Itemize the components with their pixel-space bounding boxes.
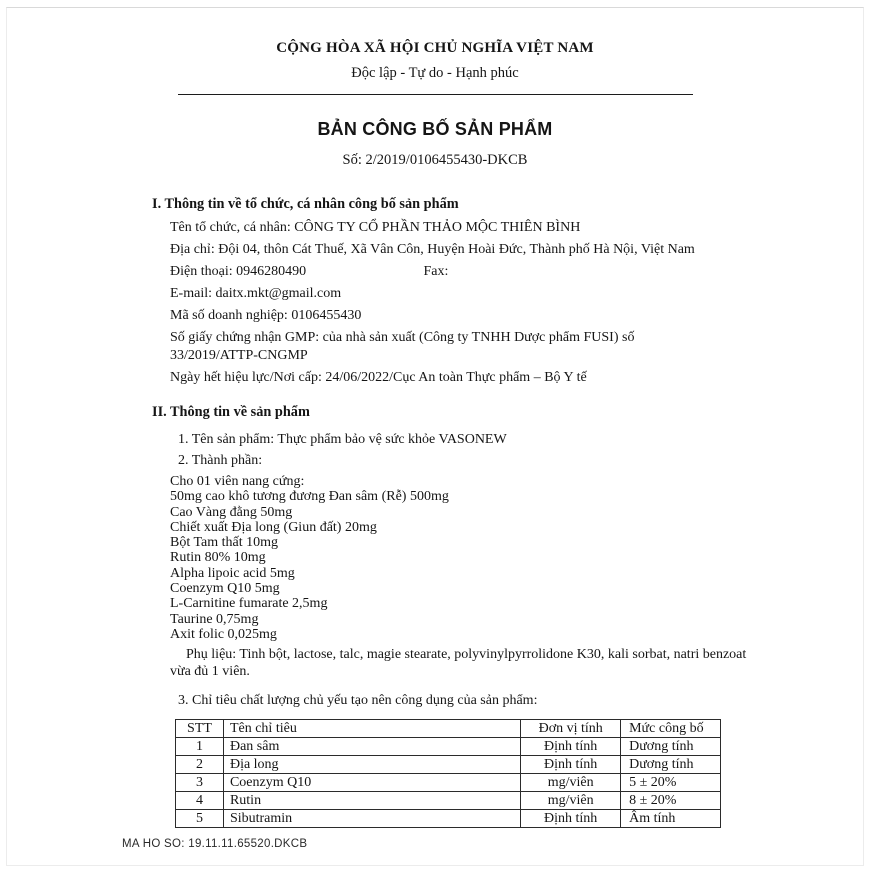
cell-declared-level: 8 ± 20% bbox=[621, 792, 721, 810]
product-name-line: 1. Tên sản phẩm: Thực phẩm bảo vệ sức khỏe VASONEW bbox=[178, 432, 507, 447]
header-criterion-name: Tên chỉ tiêu bbox=[223, 720, 520, 738]
org-name-line: Tên tổ chức, cá nhân: CÔNG TY CỔ PHẦN THẢO MỘC THIÊN BÌNH bbox=[170, 220, 581, 235]
cell-stt: 2 bbox=[176, 756, 224, 774]
ingredients-list bbox=[170, 474, 762, 642]
table-row bbox=[176, 792, 721, 810]
ingredient-line: Alpha lipoic acid 5mg bbox=[170, 565, 295, 581]
cell-criterion-name: Rutin bbox=[223, 792, 520, 810]
section-2-heading: II. Thông tin về sản phẩm bbox=[152, 404, 310, 420]
phone-line: Điện thoại: 0946280490 bbox=[170, 264, 307, 279]
cell-declared-level: 5 ± 20% bbox=[621, 774, 721, 792]
table-row bbox=[176, 810, 721, 828]
ingredient-line: 50mg cao khô tương đương Đan sâm (Rễ) 500mg bbox=[170, 489, 449, 505]
email-line: E-mail: daitx.mkt@gmail.com bbox=[170, 286, 342, 301]
cell-declared-level: Âm tính bbox=[621, 810, 721, 828]
cell-unit: mg/viên bbox=[521, 792, 621, 810]
header-unit: Đơn vị tính bbox=[521, 720, 621, 738]
cell-unit: Định tính bbox=[521, 810, 621, 828]
ingredient-line: Cao Vàng đằng 50mg bbox=[170, 504, 293, 520]
ingredient-line: Rutin 80% 10mg bbox=[170, 550, 266, 566]
ingredient-line: Taurine 0,75mg bbox=[170, 611, 259, 627]
table-row bbox=[176, 774, 721, 792]
section-1-heading: I. Thông tin về tổ chức, cá nhân công bố sản phẩm bbox=[152, 196, 459, 212]
ingredient-line: Coenzym Q10 5mg bbox=[170, 581, 280, 597]
ingredient-line: Chiết xuất Địa long (Giun đất) 20mg bbox=[170, 519, 377, 535]
cell-declared-level: Dương tính bbox=[621, 756, 721, 774]
phone-fax-row bbox=[170, 263, 718, 281]
cell-unit: mg/viên bbox=[521, 774, 621, 792]
cell-stt: 4 bbox=[176, 792, 224, 810]
ingredient-line: Cho 01 viên nang cứng: bbox=[170, 474, 305, 489]
header-declared-level: Mức công bố bbox=[621, 720, 721, 738]
cell-stt: 1 bbox=[176, 738, 224, 756]
cell-stt: 5 bbox=[176, 810, 224, 828]
document-body bbox=[152, 195, 762, 828]
header-stt: STT bbox=[176, 720, 224, 738]
national-motto: Độc lập - Tự do - Hạnh phúc bbox=[351, 65, 519, 81]
ingredient-line: L-Carnitine fumarate 2,5mg bbox=[170, 596, 328, 612]
business-id-line: Mã số doanh nghiệp: 0106455430 bbox=[170, 308, 362, 323]
cell-criterion-name: Coenzym Q10 bbox=[223, 774, 520, 792]
gmp-certificate-line: Số giấy chứng nhận GMP: của nhà sản xuất (Công ty TNHH Dược phẩm FUSI) số 33/2019/ATTP-CNGMP bbox=[170, 330, 635, 363]
footer-code: MA HO SO: 19.11.11.65520.DKCB bbox=[122, 838, 308, 850]
cell-unit: Định tính bbox=[521, 738, 621, 756]
ingredient-line: Bột Tam thất 10mg bbox=[170, 535, 279, 551]
excipients-line: Phụ liệu: Tinh bột, lactose, talc, magie stearate, polyvinylpyrrolidone K30, kali sorbat, natri benzoat vừa đủ 1 viên. bbox=[170, 647, 747, 679]
fax-line: Fax: bbox=[423, 264, 449, 279]
quality-criteria-table bbox=[175, 719, 721, 828]
table-header-row bbox=[176, 720, 721, 738]
expiry-issuer-line: Ngày hết hiệu lực/Nơi cấp: 24/06/2022/Cục An toàn Thực phẩm – Bộ Y tế bbox=[170, 370, 587, 385]
motto-divider bbox=[178, 94, 693, 95]
cell-criterion-name: Địa long bbox=[223, 756, 520, 774]
cell-declared-level: Dương tính bbox=[621, 738, 721, 756]
cell-unit: Định tính bbox=[521, 756, 621, 774]
doc-title: BẢN CÔNG BỐ SẢN PHẨM bbox=[317, 119, 553, 139]
criteria-heading: 3. Chỉ tiêu chất lượng chủ yếu tạo nên công dụng của sản phẩm: bbox=[178, 693, 538, 709]
document-header bbox=[0, 0, 870, 169]
national-title: CỘNG HÒA XÃ HỘI CHỦ NGHĨA VIỆT NAM bbox=[276, 40, 594, 56]
cell-criterion-name: Đan sâm bbox=[223, 738, 520, 756]
table-row bbox=[176, 756, 721, 774]
section-1 bbox=[170, 219, 762, 387]
address-line: Địa chỉ: Đội 04, thôn Cát Thuế, Xã Vân Côn, Huyện Hoài Đức, Thành phố Hà Nội, Việt Nam bbox=[170, 242, 695, 257]
table-row bbox=[176, 738, 721, 756]
cell-stt: 3 bbox=[176, 774, 224, 792]
cell-criterion-name: Sibutramin bbox=[223, 810, 520, 828]
ingredient-line: Axit folic 0,025mg bbox=[170, 626, 277, 642]
ingredients-heading: 2. Thành phần: bbox=[178, 453, 263, 468]
doc-number: Số: 2/2019/0106455430-DKCB bbox=[342, 152, 528, 168]
section-2 bbox=[152, 431, 762, 828]
